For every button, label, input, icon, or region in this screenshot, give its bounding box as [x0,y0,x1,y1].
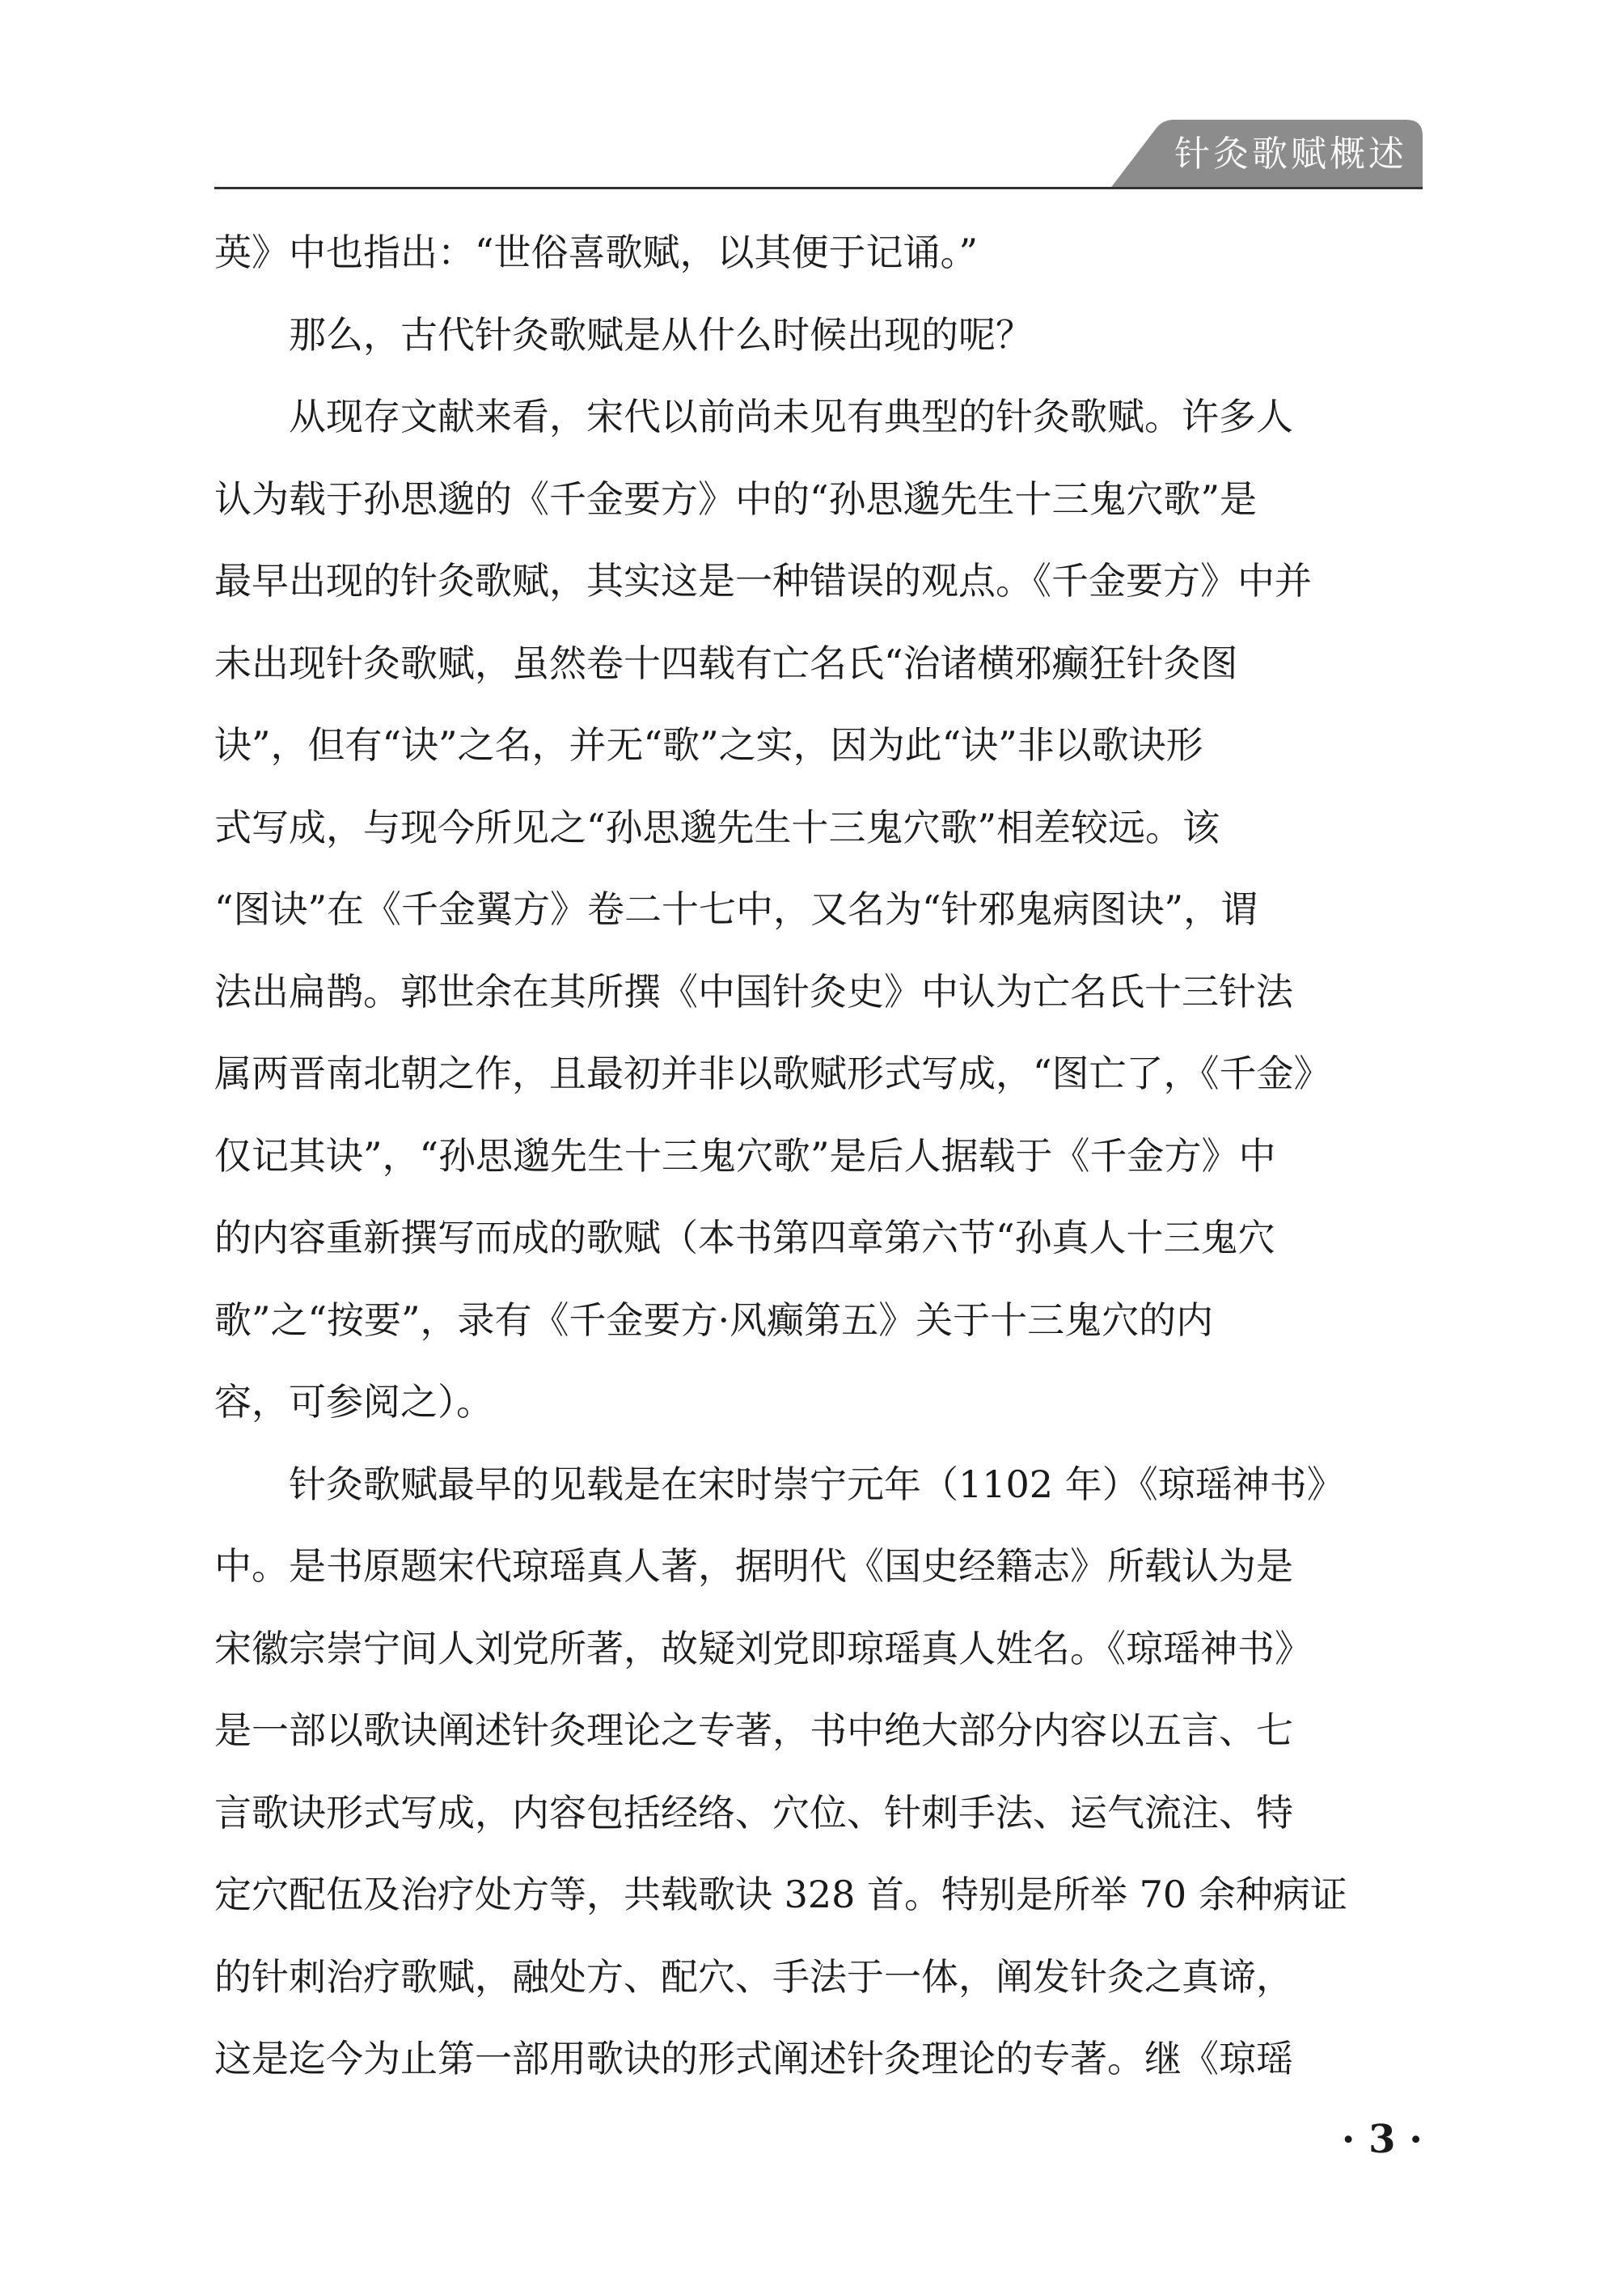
text-line: 的针刺治疗歌赋，融处方、配穴、手法于一体，阐发针灸之真谛， [214,1954,1293,1999]
text-line: 宋徽宗崇宁间人刘党所著，故疑刘党即琼瑶真人姓名。《琼瑶神书》 [214,1626,1312,1670]
body-text [214,212,1423,2101]
text-line: 未出现针灸歌赋，虽然卷十四载有亡名氏“治诸横邪癫狂针灸图 [214,641,1238,685]
text-line: 歌”之“按要”，录有《千金要方·风癫第五》关于十三鬼穴的内 [214,1297,1214,1342]
text-line: 这是迄今为止第一部用歌诀的形式阐述针灸理论的专著。继《琼瑶 [214,2037,1293,2080]
text-line: 容，可参阅之）。 [214,1380,493,1424]
text-line: 认为载于孙思邈的《千金要方》中的“孙思邈先生十三鬼穴歌”是 [214,476,1258,521]
page-number: · 3 · [1341,2117,1423,2162]
text-line: 属两晋南北朝之作，且最初并非以歌赋形式写成，“图亡了，《千金》 [214,1052,1331,1095]
text-line: 针灸歌赋最早的见载是在宋时崇宁元年（1102 年）《琼瑶神书》 [214,1462,1344,1506]
text-line: 仅记其诀”，“孙思邈先生十三鬼穴歌”是后人据载于《千金方》中 [214,1133,1276,1178]
text-line: 中。是书原题宋代琼瑶真人著，据明代《国史经籍志》所载认为是 [214,1544,1293,1588]
header-rule [214,187,1423,189]
text-line: 言歌诀形式写成，内容包括经络、穴位、针刺手法、运气流注、特 [214,1790,1293,1835]
text-line: 法出扁鹊。郭世余在其所撰《中国针灸史》中认为亡名氏十三针法 [214,969,1293,1014]
text-line: 是一部以歌诀阐述针灸理论之专著，书中绝大部分内容以五言、七 [214,1708,1293,1752]
text-line: 诀”，但有“诀”之名，并无“歌”之实，因为此“诀”非以歌诀形 [214,723,1203,767]
text-line: 式写成，与现今所见之“孙思邈先生十三鬼穴歌”相差较远。该 [214,805,1220,849]
text-line: 从现存文献来看，宋代以前尚未见有典型的针灸歌赋。许多人 [214,395,1293,438]
text-line: “图诀”在《千金翼方》卷二十七中，又名为“针邪鬼病图诀”，谓 [214,887,1258,931]
text-line: 的内容重新撰写而成的歌赋（本书第四章第六节“孙真人十三鬼穴 [214,1216,1275,1259]
text-line: 定穴配伍及治疗处方等，共载歌诀 328 首。特别是所举 70 余种病证 [214,1873,1347,1916]
text-line: 那么，古代针灸歌赋是从什么时候出现的呢？ [214,312,1033,357]
running-header-title: 针灸歌赋概述 [1174,133,1407,175]
text-line: 英》中也指出：“世俗喜歌赋，以其便于记诵。” [214,231,979,274]
text-line: 最早出现的针灸歌赋，其实这是一种错误的观点。《千金要方》中并 [214,559,1312,603]
